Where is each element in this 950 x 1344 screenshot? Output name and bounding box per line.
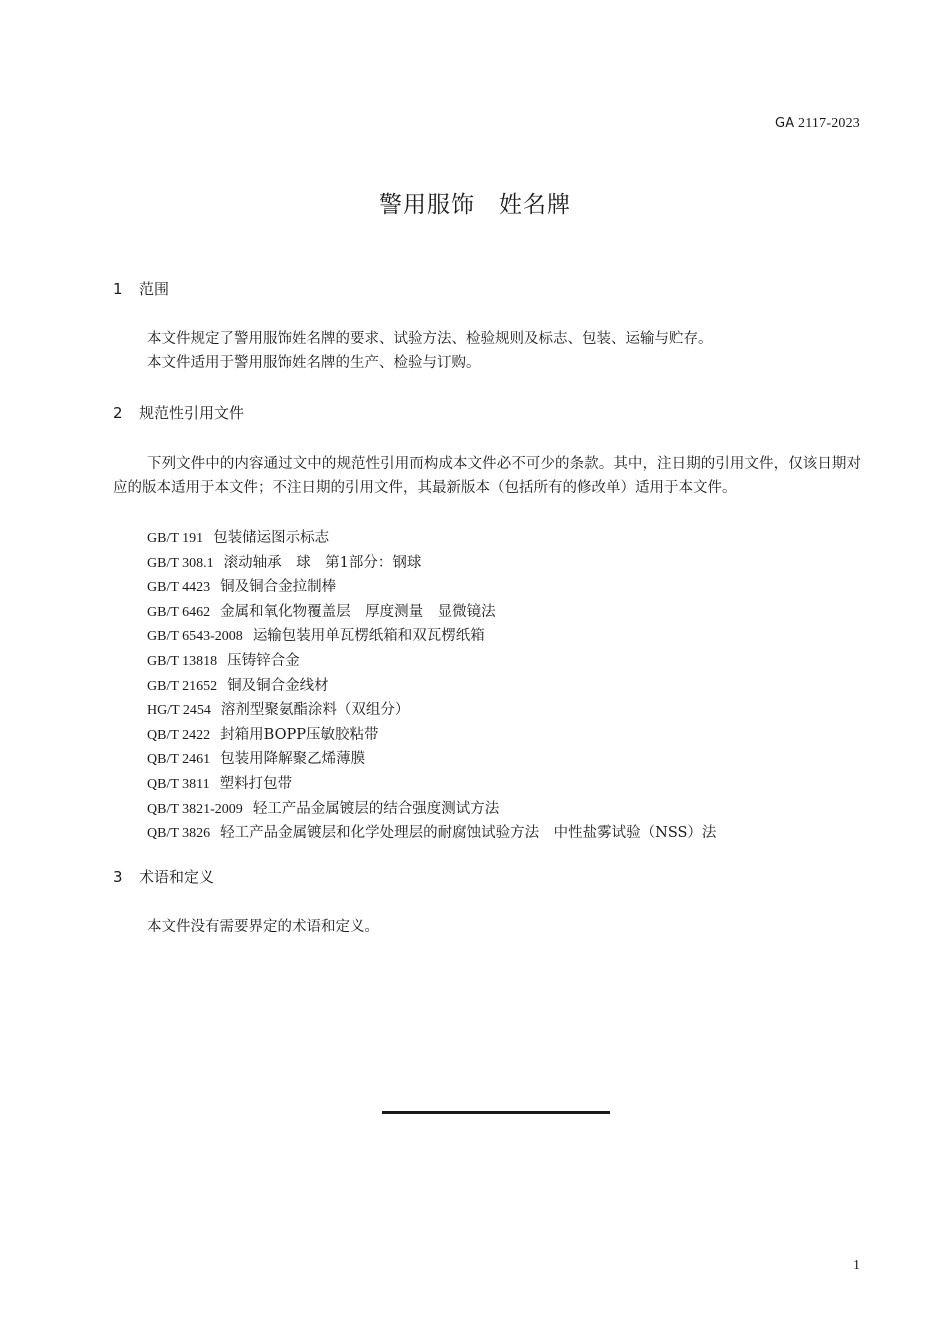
- normative-references-list: [147, 526, 716, 846]
- reference-title: 溶剂型聚氨酯涂料（双组分）: [220, 702, 410, 719]
- reference-title: 封箱用BOPP压敏胶粘带: [220, 726, 379, 743]
- document-code-prefix: GA: [774, 116, 795, 131]
- reference-item: [147, 600, 716, 625]
- reference-code: QB/T 2422: [147, 727, 211, 743]
- reference-title: 运输包装用单瓦楞纸箱和双瓦楞纸箱: [252, 628, 485, 645]
- reference-item: [147, 649, 716, 674]
- reference-code: GB/T 6462: [147, 604, 211, 620]
- section-1-heading: [113, 279, 169, 299]
- section-2-heading: [113, 403, 244, 423]
- reference-item: [147, 772, 716, 797]
- reference-item: [147, 797, 716, 822]
- reference-title: 滚动轴承 球 第1部分：钢球: [223, 554, 422, 571]
- section-title: 规范性引用文件: [139, 404, 245, 422]
- reference-title: 压铸锌合金: [227, 652, 300, 669]
- reference-title: 包装储运图示标志: [213, 530, 330, 546]
- section-1-paragraph: 本文件适用于警用服饰姓名牌的生产、检验与订购。: [147, 355, 481, 371]
- end-of-text-rule: [382, 1111, 610, 1114]
- reference-item: [147, 821, 716, 846]
- reference-code: GB/T 13818: [147, 653, 218, 669]
- reference-code: QB/T 3821-2009: [147, 801, 243, 817]
- reference-item: [147, 723, 716, 748]
- reference-code: GB/T 21652: [147, 678, 218, 694]
- reference-title: 包装用降解聚乙烯薄膜: [220, 751, 366, 768]
- reference-item: [147, 698, 716, 723]
- section-title: 范围: [139, 280, 170, 298]
- document-code: [775, 116, 860, 132]
- document-title: 警用服饰 姓名牌: [379, 192, 571, 218]
- document-code-number: 2117-2023: [798, 116, 860, 131]
- reference-item: [147, 747, 716, 772]
- section-1-paragraph: 本文件规定了警用服饰姓名牌的要求、试验方法、检验规则及标志、包装、运输与贮存。: [147, 331, 713, 347]
- reference-item: [147, 526, 716, 551]
- section-number: 3: [113, 868, 123, 886]
- reference-title: 铜及铜合金线材: [227, 677, 329, 694]
- reference-code: QB/T 3826: [147, 826, 211, 842]
- reference-item: [147, 551, 716, 576]
- reference-title: 轻工产品金属镀层和化学处理层的耐腐蚀试验方法 中性盐雾试验（NSS）法: [220, 825, 717, 842]
- reference-title: 金属和氧化物覆盖层 厚度测量 显微镜法: [220, 603, 496, 620]
- section-title: 术语和定义: [139, 868, 215, 886]
- section-number: 2: [113, 404, 123, 422]
- reference-code: GB/T 308.1: [147, 555, 214, 571]
- reference-code: GB/T 191: [147, 531, 204, 546]
- reference-code: QB/T 3811: [147, 776, 210, 792]
- section-2-paragraph: 下列文件中的内容通过文中的规范性引用而构成本文件必不可少的条款。其中，注日期的引用文件，仅该日期对应的版本适用于本文件；不注日期的引用文件，其最新版本（包括所有的修改单）适用于本文件。: [113, 456, 861, 496]
- reference-title: 塑料打包带: [219, 775, 293, 792]
- section-number: 1: [113, 280, 123, 298]
- section-3-heading: [113, 867, 214, 887]
- reference-code: GB/T 4423: [147, 580, 211, 596]
- reference-title: 铜及铜合金拉制棒: [220, 579, 337, 596]
- page-number: 1: [853, 1258, 860, 1273]
- reference-code: GB/T 6543-2008: [147, 629, 243, 645]
- reference-code: HG/T 2454: [147, 703, 211, 719]
- reference-item: [147, 674, 716, 699]
- section-3-paragraph: 本文件没有需要界定的术语和定义。: [147, 919, 379, 935]
- reference-title: 轻工产品金属镀层的结合强度测试方法: [252, 800, 500, 817]
- reference-item: [147, 575, 716, 600]
- reference-item: [147, 624, 716, 649]
- reference-code: QB/T 2461: [147, 752, 211, 768]
